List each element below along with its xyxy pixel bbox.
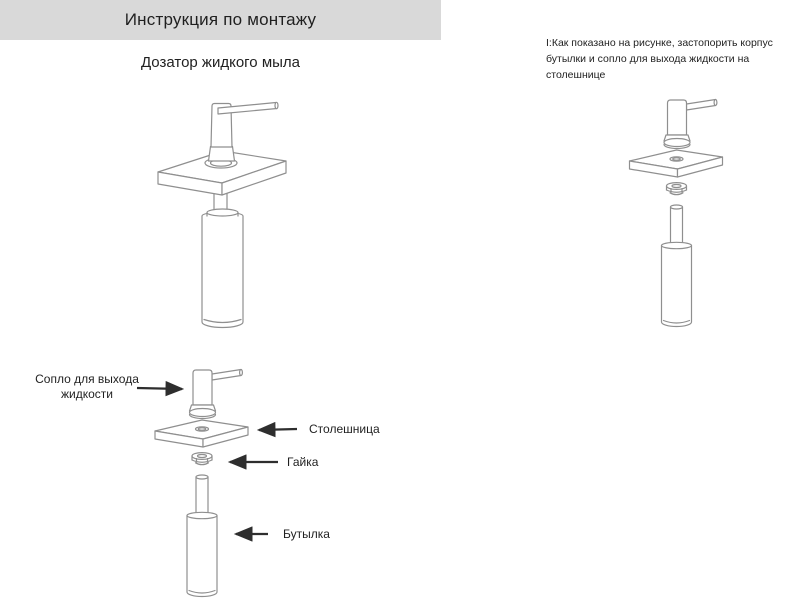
subtitle: Дозатор жидкого мыла (140, 54, 301, 71)
label-nozzle: Сопло для выхода жидкости (35, 372, 139, 401)
instruction-note: I:Как показано на рисунке, застопорить корпус бутылки и сопло для выхода жидкости на столешнице (546, 37, 773, 81)
bottle-part (202, 209, 243, 328)
exploded-dispenser-figure-small (610, 95, 760, 335)
pump-spout-tip (275, 102, 278, 108)
header-bar (0, 0, 441, 40)
assembled-dispenser-figure (140, 95, 325, 345)
pump-collar (209, 147, 235, 162)
page-title: Инструкция по монтажу (124, 10, 317, 29)
label-bottle: Бутылка (283, 527, 330, 541)
label-nut: Гайка (287, 455, 319, 469)
countertop-arrow-icon (259, 429, 297, 430)
label-countertop: Столешница (309, 422, 380, 436)
